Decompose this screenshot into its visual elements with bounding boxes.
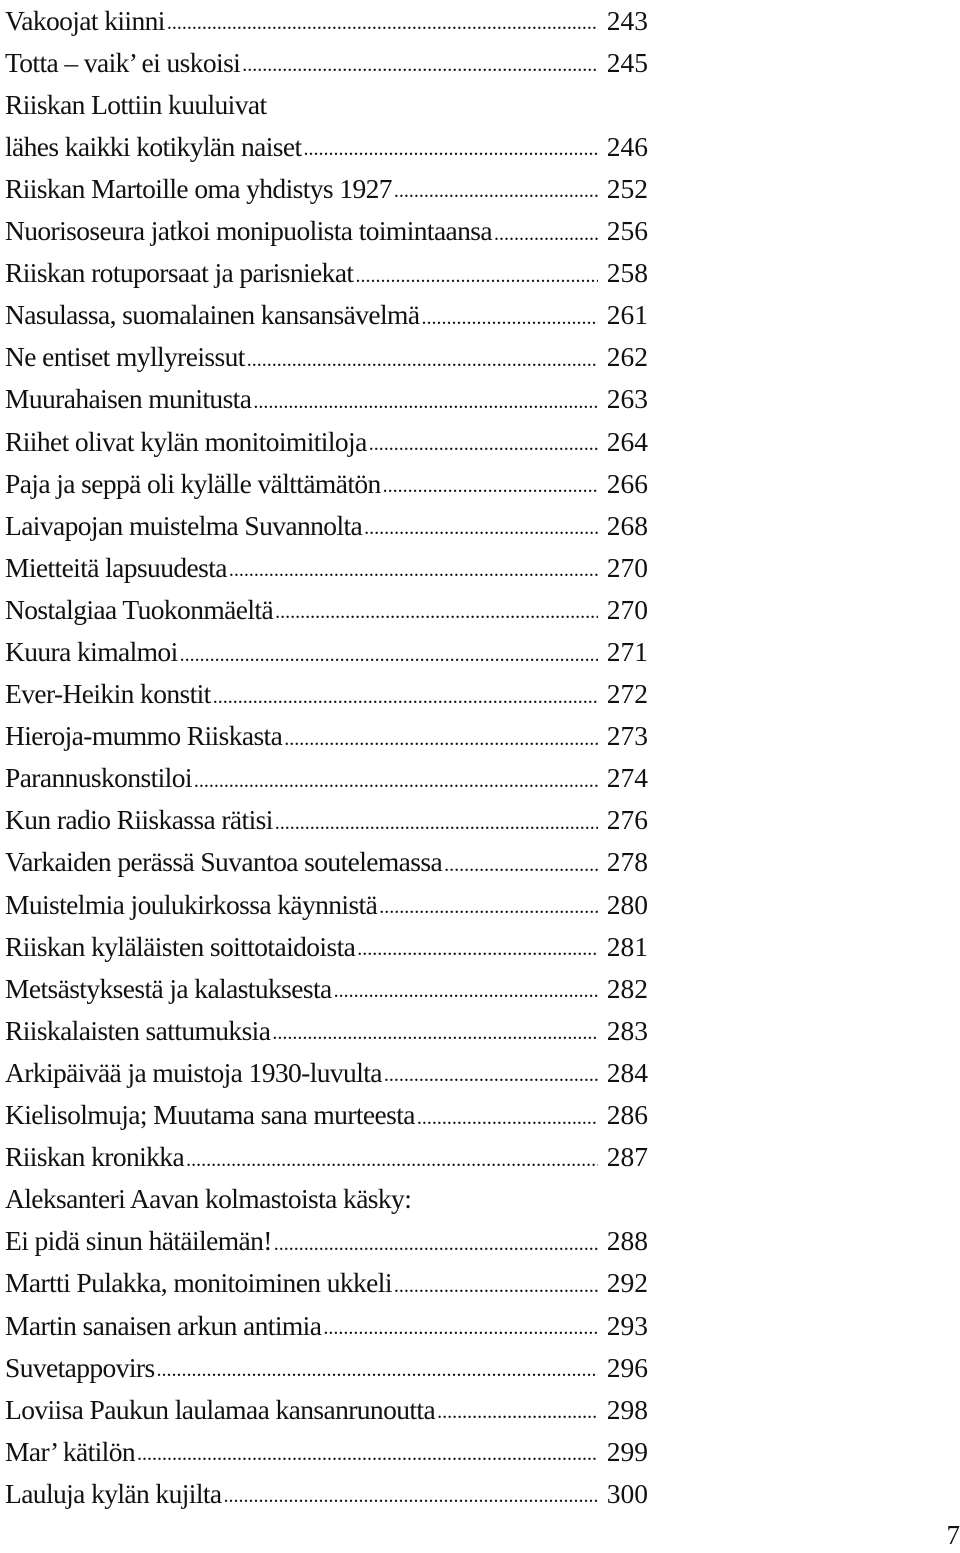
toc-entry xyxy=(5,168,648,210)
dot-leader xyxy=(157,1360,598,1380)
toc-entry-title: Ever-Heikin konstit xyxy=(5,678,211,710)
toc-entry-title: Nuorisoseura jatkoi monipuolista toimintaansa xyxy=(5,215,493,247)
toc-entry-page: 262 xyxy=(606,341,648,373)
toc-entry xyxy=(5,421,648,463)
toc-entry-page: 263 xyxy=(606,383,648,415)
toc-entry xyxy=(5,589,648,631)
toc-entry xyxy=(5,295,648,337)
toc-entry-title: Muistelmia joulukirkossa käynnistä xyxy=(5,888,378,920)
toc-entry-page: 282 xyxy=(606,972,648,1004)
toc-entry-page: 266 xyxy=(606,467,648,499)
toc-entry-page: 273 xyxy=(606,720,648,752)
dot-leader xyxy=(242,55,598,75)
toc-entry xyxy=(5,1179,648,1221)
toc-entry-title: Ei pidä sinun hätäilemän! xyxy=(5,1225,272,1257)
dot-leader xyxy=(444,855,598,875)
toc-entry-title: Riiskan kyläläisten soittotaidoista xyxy=(5,930,356,962)
toc-entry-title: Lauluja kylän kujilta xyxy=(5,1477,222,1509)
toc-entry-title: Parannuskonstiloi xyxy=(5,762,192,794)
toc-entry-page: 264 xyxy=(606,425,648,457)
toc-entry-title: Vakoojat kiinni xyxy=(5,4,165,36)
toc-entry xyxy=(5,337,648,379)
dot-leader xyxy=(323,1318,598,1338)
dot-leader xyxy=(186,1150,598,1170)
dot-leader xyxy=(213,687,598,707)
toc-entry-title: Loviisa Paukun laulamaa kansanrunoutta xyxy=(5,1393,436,1425)
toc-entry-title: Martin sanaisen arkun antimia xyxy=(5,1309,322,1341)
toc-entry xyxy=(5,1473,648,1515)
dot-leader xyxy=(253,392,598,412)
toc-entry xyxy=(5,463,648,505)
toc-entry-page: 271 xyxy=(606,636,648,667)
toc-entry xyxy=(5,758,648,800)
toc-entry-title: Paja ja seppä oli kylälle välttämätön xyxy=(5,467,381,499)
toc-entry-page: 268 xyxy=(606,509,648,541)
toc-entry-page: 270 xyxy=(606,551,648,583)
toc-entry-title: Laivapojan muistelma Suvannolta xyxy=(5,509,363,541)
toc-entry-page: 300 xyxy=(606,1477,648,1509)
toc-entry-page: 252 xyxy=(606,172,648,204)
dot-leader xyxy=(275,813,598,833)
dot-leader xyxy=(224,1486,598,1506)
dot-leader xyxy=(180,645,598,665)
toc-entry xyxy=(5,968,648,1010)
dot-leader xyxy=(229,560,598,580)
toc-entry xyxy=(5,926,648,968)
dot-leader xyxy=(247,350,598,370)
toc-entry xyxy=(5,547,648,589)
dot-leader xyxy=(437,1402,598,1422)
dot-leader xyxy=(167,13,598,33)
toc-entry-page: 287 xyxy=(606,1141,648,1173)
dot-leader xyxy=(369,434,598,454)
toc-entry-title: Riiskan Lottiin kuuluivat xyxy=(5,88,267,120)
toc-entry-title: Aleksanteri Aavan kolmastoista käsky: xyxy=(5,1183,412,1215)
toc-entry-page: 292 xyxy=(606,1267,648,1299)
toc-entry xyxy=(5,884,648,926)
dot-leader xyxy=(379,897,598,917)
toc-entry-title: Martti Pulakka, monitoiminen ukkeli xyxy=(5,1267,392,1299)
dot-leader xyxy=(334,981,598,1001)
toc-entry-title: Suvetappovirs xyxy=(5,1351,155,1383)
toc-entry-title: Muurahaisen munitusta xyxy=(5,383,252,415)
toc-entry-title: Varkaiden perässä Suvantoa soutelemassa xyxy=(5,846,443,878)
table-of-contents xyxy=(5,0,648,1515)
toc-entry xyxy=(5,1389,648,1431)
toc-entry xyxy=(5,800,648,842)
toc-entry-page: 246 xyxy=(606,130,648,162)
dot-leader xyxy=(357,939,598,959)
toc-entry-page: 298 xyxy=(606,1393,648,1425)
toc-entry-page: 284 xyxy=(606,1056,648,1088)
dot-leader xyxy=(421,308,598,328)
toc-entry-title: Riiskan Martoille oma yhdistys 1927 xyxy=(5,172,392,204)
dot-leader xyxy=(355,266,598,286)
dot-leader xyxy=(394,181,598,201)
dot-leader xyxy=(284,729,598,749)
toc-entry-page: 258 xyxy=(606,257,648,289)
dot-leader xyxy=(272,1023,598,1043)
toc-entry xyxy=(5,1305,648,1347)
toc-entry xyxy=(5,1052,648,1094)
toc-entry xyxy=(5,253,648,295)
dot-leader xyxy=(383,476,598,496)
toc-entry xyxy=(5,1221,648,1263)
toc-entry-title: Mar’ kätilön xyxy=(5,1435,136,1467)
toc-entry-page: 293 xyxy=(606,1309,648,1341)
dot-leader xyxy=(275,602,598,622)
toc-entry-title: Hieroja-mummo Riiskasta xyxy=(5,720,283,752)
toc-entry-title: lähes kaikki kotikylän naiset xyxy=(5,130,302,162)
toc-entry-page: 245 xyxy=(606,46,648,78)
toc-entry-page: 274 xyxy=(606,762,648,794)
dot-leader xyxy=(137,1444,598,1464)
toc-entry xyxy=(5,379,648,421)
toc-entry-title: Kielisolmuja; Muutama sana murteesta xyxy=(5,1099,415,1131)
toc-entry-page: 286 xyxy=(606,1099,648,1131)
toc-entry xyxy=(5,674,648,716)
toc-entry xyxy=(5,1347,648,1389)
toc-entry-page: 256 xyxy=(606,215,648,247)
toc-entry-page: 270 xyxy=(606,593,648,625)
toc-entry-page: 283 xyxy=(606,1014,648,1046)
toc-entry xyxy=(5,42,648,84)
toc-entry-title: Nostalgiaa Tuokonmäeltä xyxy=(5,593,274,625)
toc-entry xyxy=(5,1010,648,1052)
toc-entry xyxy=(5,842,648,884)
toc-entry-title: Riihet olivat kylän monitoimitiloja xyxy=(5,425,367,457)
toc-entry-title: Riiskan kronikka xyxy=(5,1141,185,1173)
dot-leader xyxy=(364,518,598,538)
toc-entry xyxy=(5,716,648,758)
toc-entry-page: 243 xyxy=(606,4,648,36)
toc-entry-page: 281 xyxy=(606,930,648,962)
dot-leader xyxy=(274,1234,598,1254)
toc-entry-page: 288 xyxy=(606,1225,648,1257)
toc-entry-page: 296 xyxy=(606,1351,648,1383)
toc-entry xyxy=(5,210,648,252)
dot-leader xyxy=(304,139,599,159)
toc-entry xyxy=(5,1137,648,1179)
toc-entry xyxy=(5,126,648,168)
dot-leader xyxy=(394,1276,598,1296)
toc-entry-title: Mietteitä lapsuudesta xyxy=(5,551,227,583)
dot-leader xyxy=(417,1108,598,1128)
toc-entry-title: Riiskan rotuporsaat ja parisniekat xyxy=(5,257,354,289)
toc-entry xyxy=(5,505,648,547)
toc-entry-title: Metsästyksestä ja kalastuksesta xyxy=(5,972,332,1004)
dot-leader xyxy=(384,1065,598,1085)
page-number: 7 xyxy=(946,1520,960,1550)
toc-entry xyxy=(5,1431,648,1473)
toc-entry-page: 276 xyxy=(606,804,648,836)
toc-entry-title: Arkipäivää ja muistoja 1930-luvulta xyxy=(5,1056,382,1088)
toc-entry-title: Totta – vaik’ ei uskoisi xyxy=(5,46,241,78)
toc-entry-page: 278 xyxy=(606,846,648,878)
toc-entry-page: 272 xyxy=(606,678,648,710)
toc-entry xyxy=(5,1263,648,1305)
toc-entry xyxy=(5,0,648,42)
toc-entry xyxy=(5,84,648,126)
toc-entry-title: Kun radio Riiskassa rätisi xyxy=(5,804,273,836)
toc-entry xyxy=(5,631,648,673)
toc-entry-page: 299 xyxy=(606,1435,648,1467)
toc-entry-title: Riiskalaisten sattumuksia xyxy=(5,1014,271,1046)
toc-entry xyxy=(5,1094,648,1136)
toc-entry-page: 280 xyxy=(606,888,648,920)
toc-entry-title: Ne entiset myllyreissut xyxy=(5,341,245,373)
toc-entry-title: Nasulassa, suomalainen kansansävelmä xyxy=(5,299,420,331)
dot-leader xyxy=(494,224,598,244)
toc-entry-page: 261 xyxy=(606,299,648,331)
dot-leader xyxy=(194,771,598,791)
toc-entry-title: Kuura kimalmoi xyxy=(5,636,178,667)
